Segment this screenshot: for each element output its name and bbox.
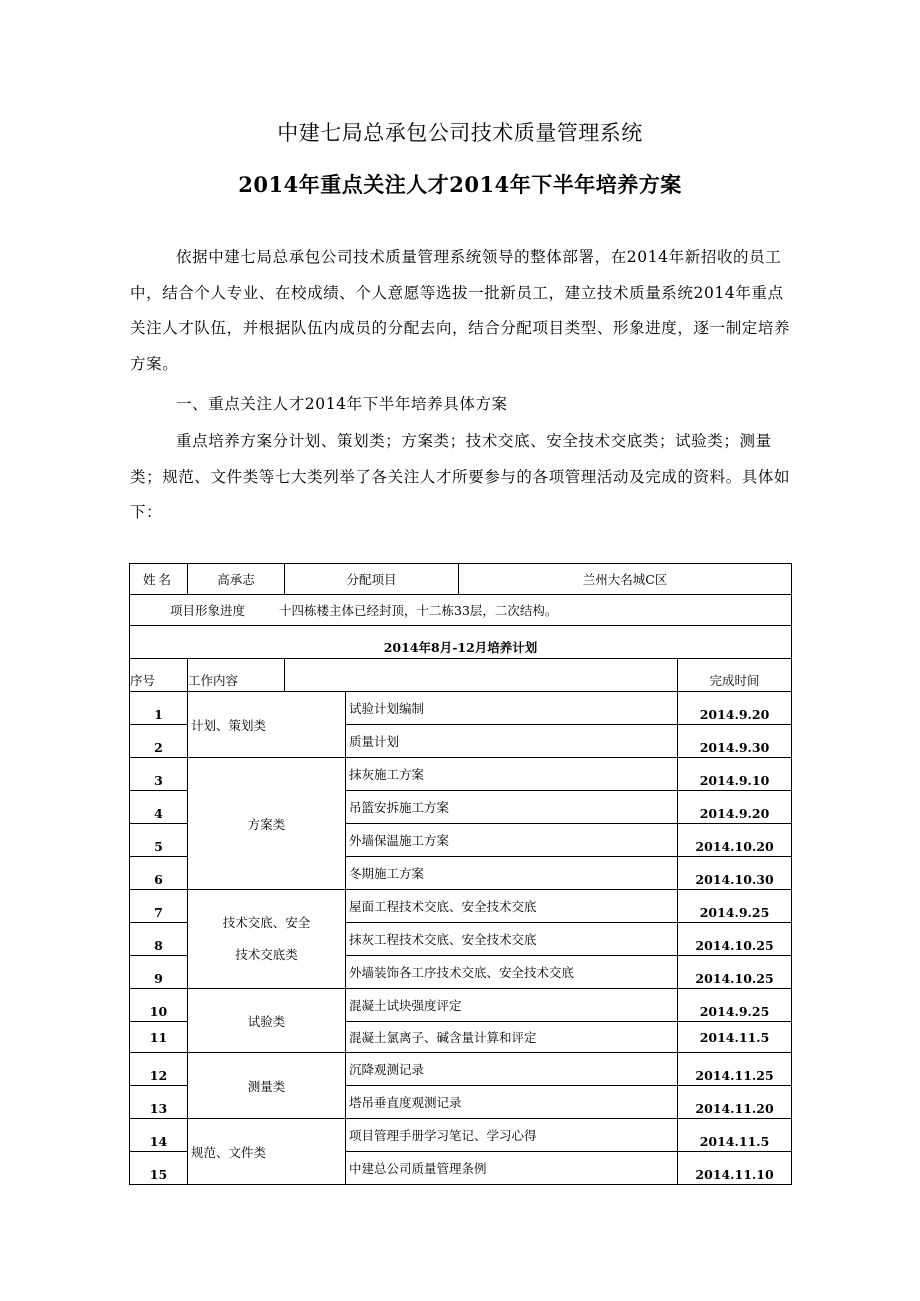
header-blank bbox=[285, 659, 678, 692]
row-item: 冬期施工方案 bbox=[346, 857, 678, 890]
row-no: 8 bbox=[130, 923, 188, 956]
row-done: 2014.10.30 bbox=[678, 857, 792, 890]
row-done: 2014.11.20 bbox=[678, 1086, 792, 1119]
plan-description: 重点培养方案分计划、策划类；方案类；技术交底、安全技术交底类；试验类；测量类；规范、文件类等七大类列举了各关注人才所要参与的各项管理活动及完成的资料。具体如下： bbox=[130, 432, 791, 521]
row-done: 2014.9.25 bbox=[678, 989, 792, 1022]
table-row bbox=[130, 692, 792, 725]
project-value: 兰州大名城C区 bbox=[459, 564, 792, 595]
row-no: 7 bbox=[130, 890, 188, 923]
row-no: 12 bbox=[130, 1053, 188, 1086]
row-no: 10 bbox=[130, 989, 188, 1022]
training-plan-table bbox=[129, 563, 792, 1185]
row-done: 2014.11.25 bbox=[678, 1053, 792, 1086]
row-done: 2014.9.10 bbox=[678, 758, 792, 791]
project-label: 分配项目 bbox=[285, 564, 459, 595]
table-row bbox=[130, 989, 792, 1022]
table-row bbox=[130, 1119, 792, 1152]
row-no: 15 bbox=[130, 1152, 188, 1185]
row-no: 1 bbox=[130, 692, 188, 725]
row-no: 11 bbox=[130, 1022, 188, 1053]
row-no: 3 bbox=[130, 758, 188, 791]
category-tech-line1: 技术交底、安全 bbox=[222, 915, 311, 930]
row-done: 2014.9.20 bbox=[678, 791, 792, 824]
row-done: 2014.9.20 bbox=[678, 692, 792, 725]
category-test: 试验类 bbox=[188, 989, 346, 1053]
header-no: 序号 bbox=[130, 659, 188, 692]
row-item: 塔吊垂直度观测记录 bbox=[346, 1086, 678, 1119]
progress-label: 项目形象进度 bbox=[170, 603, 246, 618]
info-row bbox=[130, 564, 792, 595]
category-tech-line2: 技术交底类 bbox=[235, 947, 298, 962]
row-done: 2014.11.5 bbox=[678, 1022, 792, 1053]
row-no: 2 bbox=[130, 725, 188, 758]
row-no: 9 bbox=[130, 956, 188, 989]
name-value: 高承志 bbox=[188, 564, 285, 595]
row-item: 试验计划编制 bbox=[346, 692, 678, 725]
row-no: 13 bbox=[130, 1086, 188, 1119]
row-item: 外墙装饰各工序技术交底、安全技术交底 bbox=[346, 956, 678, 989]
row-no: 6 bbox=[130, 857, 188, 890]
category-survey: 测量类 bbox=[188, 1053, 346, 1119]
header-row bbox=[130, 659, 792, 692]
row-done: 2014.9.30 bbox=[678, 725, 792, 758]
row-done: 2014.11.10 bbox=[678, 1152, 792, 1185]
row-done: 2014.10.20 bbox=[678, 824, 792, 857]
row-item: 混凝土氯离子、碱含量计算和评定 bbox=[346, 1022, 678, 1053]
row-item: 抹灰施工方案 bbox=[346, 758, 678, 791]
plan-title-row bbox=[130, 626, 792, 659]
row-item: 中建总公司质量管理条例 bbox=[346, 1152, 678, 1185]
document-subtitle: 2014年重点关注人才2014年下半年培养方案 bbox=[238, 172, 682, 197]
row-item: 抹灰工程技术交底、安全技术交底 bbox=[346, 923, 678, 956]
row-item: 屋面工程技术交底、安全技术交底 bbox=[346, 890, 678, 923]
row-done: 2014.10.25 bbox=[678, 923, 792, 956]
category-scheme: 方案类 bbox=[188, 758, 346, 890]
document-title: 中建七局总承包公司技术质量管理系统 bbox=[277, 121, 643, 145]
progress-cell bbox=[130, 595, 792, 626]
category-spec: 规范、文件类 bbox=[188, 1119, 346, 1185]
row-no: 4 bbox=[130, 791, 188, 824]
row-item: 外墙保温施工方案 bbox=[346, 824, 678, 857]
name-label: 姓名 bbox=[130, 564, 188, 595]
row-item: 质量计划 bbox=[346, 725, 678, 758]
table-row bbox=[130, 890, 792, 923]
header-done: 完成时间 bbox=[678, 659, 792, 692]
row-no: 14 bbox=[130, 1119, 188, 1152]
section-heading: 一、重点关注人才2014年下半年培养具体方案 bbox=[176, 395, 508, 413]
row-done: 2014.9.25 bbox=[678, 890, 792, 923]
row-item: 沉降观测记录 bbox=[346, 1053, 678, 1086]
progress-value: 十四栋楼主体已经封顶，十二栋33层，二次结构。 bbox=[278, 603, 558, 618]
row-item: 吊篮安拆施工方案 bbox=[346, 791, 678, 824]
row-no: 5 bbox=[130, 824, 188, 857]
progress-row bbox=[130, 595, 792, 626]
category-tech bbox=[188, 890, 346, 989]
plan-title: 2014年8月-12月培养计划 bbox=[130, 626, 792, 659]
table-row bbox=[130, 1053, 792, 1086]
row-item: 混凝土试块强度评定 bbox=[346, 989, 678, 1022]
table-row bbox=[130, 758, 792, 791]
category-plan: 计划、策划类 bbox=[188, 692, 346, 758]
header-work: 工作内容 bbox=[188, 659, 285, 692]
row-done: 2014.10.25 bbox=[678, 956, 792, 989]
row-item: 项目管理手册学习笔记、学习心得 bbox=[346, 1119, 678, 1152]
intro-paragraph: 依据中建七局总承包公司技术质量管理系统领导的整体部署，在2014年新招收的员工中，结合个人专业、在校成绩、个人意愿等选拔一批新员工，建立技术质量系统2014年重点关注人才队伍，并根据队伍内成员的分配去向，结合分配项目类型、形象进度，逐一制定培养方案。 bbox=[130, 248, 791, 373]
row-done: 2014.11.5 bbox=[678, 1119, 792, 1152]
